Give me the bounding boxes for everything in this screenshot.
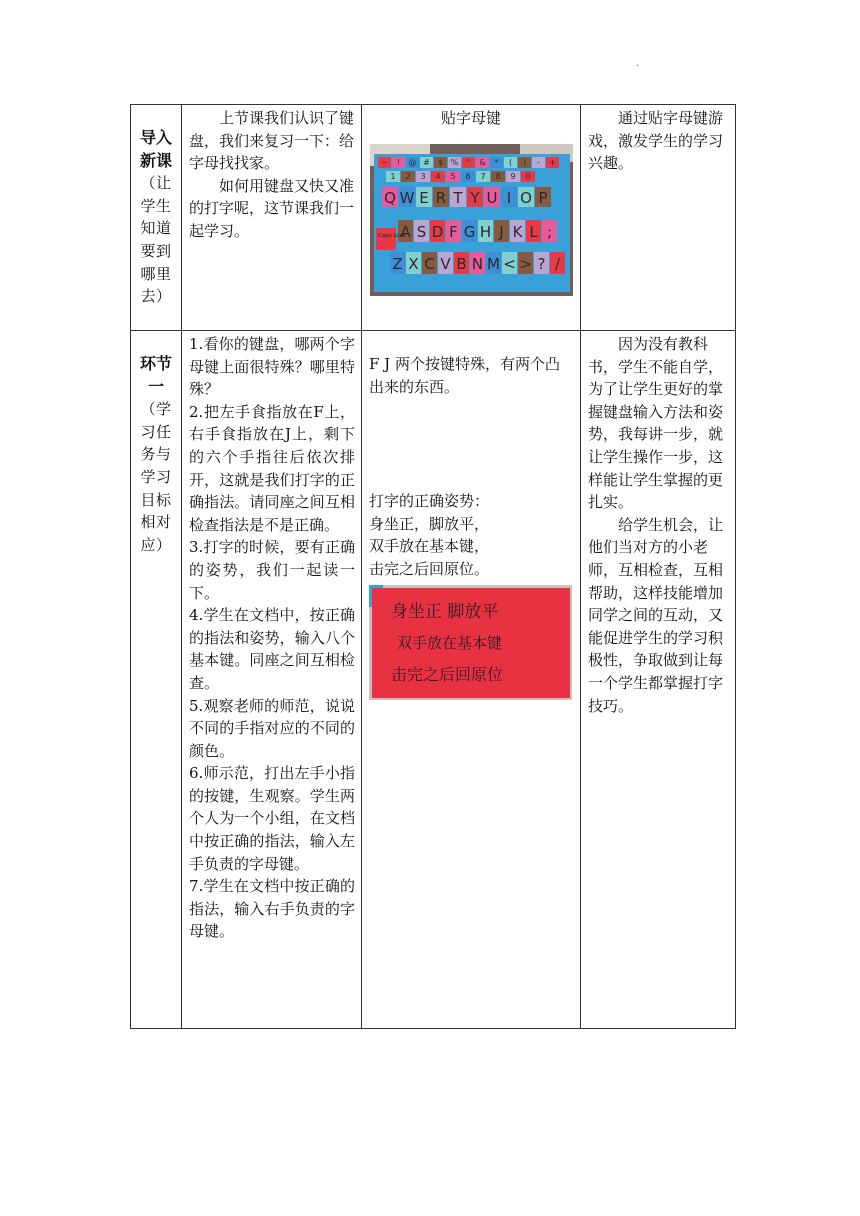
poster-line: 身坐正 脚放平 bbox=[391, 601, 499, 622]
key-label: ! bbox=[396, 157, 401, 167]
key-label: A bbox=[400, 222, 411, 241]
posture-poster-photo bbox=[369, 585, 572, 700]
intent-paragraph: 给学生机会，让他们当对方的小老师，互相检查，互相帮助，这样技能增加同学之间的互动，又能促进学生的学习积极性，争取做到让每一个学生都掌握打字技巧。 bbox=[588, 515, 724, 715]
key-label: & bbox=[479, 157, 486, 167]
key-label: G bbox=[463, 222, 476, 241]
activity-title: 贴字母键 bbox=[440, 109, 501, 127]
key-label: < bbox=[503, 254, 516, 273]
key-label: * bbox=[494, 157, 499, 167]
stage-note: （学习任务与学习目标相对应） bbox=[140, 400, 172, 554]
stage-title: 导入新课 bbox=[139, 128, 172, 170]
key-label: / bbox=[554, 254, 561, 273]
key-label: ) bbox=[522, 157, 527, 167]
intent-paragraph: 因为没有教科书，学生不能自学，为了让学生更好的掌握键盘输入方法和姿势，我每讲一步，就让学生操作一步，这样能让学生掌握的更扎实。 bbox=[588, 335, 724, 512]
steps-cell bbox=[182, 331, 362, 1029]
content-paragraph: 如何用键盘又快又准的打字呢，这节课我们一起学习。 bbox=[189, 176, 355, 240]
activity-cell bbox=[362, 105, 581, 331]
key-label: R bbox=[435, 188, 447, 207]
step-item: 3.打字的时候，要有正确的姿势，我们一起读一下。 bbox=[189, 538, 355, 602]
stage-title: 环节一 bbox=[139, 354, 172, 396]
key-label: F bbox=[449, 222, 458, 241]
step-item: 5.观察老师的师范，说说不同的手指对应的不同的颜色。 bbox=[189, 696, 355, 760]
key-label: 3 bbox=[420, 171, 426, 181]
key-label: 9 bbox=[510, 171, 516, 181]
key-label: V bbox=[440, 254, 451, 273]
keyboard-row-zxcv bbox=[390, 252, 565, 274]
intent-cell bbox=[581, 105, 736, 331]
key-label: + bbox=[549, 157, 556, 167]
key-label: E bbox=[419, 188, 429, 207]
key-label: C bbox=[424, 254, 435, 273]
key-label: % bbox=[450, 157, 459, 167]
key-label: S bbox=[416, 222, 427, 241]
key-label: 8 bbox=[495, 171, 501, 181]
posture-line: 击完之后回原位。 bbox=[369, 559, 490, 578]
key-label: K bbox=[512, 222, 523, 241]
lesson-plan-table bbox=[130, 104, 736, 1029]
posture-line: 双手放在基本键， bbox=[369, 537, 490, 556]
fj-keys-note: F J 两个按键特殊，有两个凸出来的东西。 bbox=[369, 355, 560, 396]
key-label: J bbox=[499, 222, 504, 241]
key-label: @ bbox=[408, 157, 417, 167]
key-label: ^ bbox=[465, 157, 472, 167]
key-label: H bbox=[479, 222, 492, 241]
step-item: 7.学生在文档中按正确的指法，输入右手负责的字母键。 bbox=[189, 877, 355, 941]
key-label: ~ bbox=[381, 157, 388, 167]
activity-cell bbox=[362, 331, 581, 1029]
key-label: ; bbox=[546, 222, 553, 241]
key-label: U bbox=[486, 188, 498, 207]
key-label: X bbox=[408, 254, 419, 273]
key-label: - bbox=[537, 157, 540, 167]
header-dot: . bbox=[636, 58, 640, 69]
key-label: 0 bbox=[525, 171, 531, 181]
key-label: 6 bbox=[465, 171, 471, 181]
caps-key bbox=[376, 228, 396, 250]
caps-key-label: Caps Lock bbox=[378, 232, 406, 239]
key-label: 5 bbox=[450, 171, 456, 181]
key-label: # bbox=[423, 157, 430, 167]
key-label: Q bbox=[384, 188, 396, 207]
key-label: ( bbox=[508, 157, 513, 167]
key-label: P bbox=[538, 188, 548, 207]
key-label: Y bbox=[470, 188, 480, 207]
intent-paragraph: 通过贴字母键游戏，激发学生的学习兴趣。 bbox=[588, 109, 724, 173]
poster-line: 击完之后回原位 bbox=[391, 664, 504, 684]
content-paragraph: 上节课我们认识了键盘，我们来复习一下：给字母找找家。 bbox=[189, 109, 355, 173]
table-row bbox=[131, 105, 736, 331]
key-label: $ bbox=[437, 157, 444, 167]
step-item: 6.师示范，打出左手小指的按键，生观察。学生两个人为一个小组，在文档中按正确的指法，输入左手负责的字母键。 bbox=[189, 764, 355, 873]
posture-line: 身坐正，脚放平， bbox=[369, 514, 490, 533]
key-label: D bbox=[431, 222, 444, 241]
stage-cell bbox=[131, 105, 182, 331]
key-label: O bbox=[520, 188, 532, 207]
key-label: Z bbox=[392, 254, 403, 273]
key-label: B bbox=[456, 254, 467, 273]
table-row bbox=[131, 331, 736, 1029]
key-label: ? bbox=[537, 254, 546, 273]
key-label: T bbox=[453, 188, 463, 207]
key-label: 4 bbox=[435, 171, 441, 181]
stage-note: （让学生知道要到哪里去） bbox=[140, 174, 172, 306]
key-label: M bbox=[487, 254, 500, 273]
key-label: 2 bbox=[405, 171, 411, 181]
step-item: 1.看你的键盘，哪两个字母键上面很特殊？哪里特殊？ bbox=[189, 335, 355, 399]
key-label: 1 bbox=[390, 171, 396, 181]
key-label: W bbox=[399, 188, 415, 207]
posture-line: 打字的正确姿势： bbox=[369, 492, 490, 511]
keyboard-photo bbox=[370, 144, 573, 296]
key-label: > bbox=[519, 254, 532, 273]
step-item: 4.学生在文档中，按正确的指法和姿势，输入八个基本键。同座之间互相检查。 bbox=[189, 606, 355, 692]
poster-line: 双手放在基本键 bbox=[397, 633, 503, 652]
intent-cell bbox=[581, 331, 736, 1029]
step-item: 2.把左手食指放在F上，右手食指放在J上，剩下的六个手指往后依次排开，这就是我们打字的正确指法。请同座之间互相检查指法是不是正确。 bbox=[189, 402, 355, 534]
key-label: L bbox=[529, 222, 538, 241]
stage-cell bbox=[131, 331, 182, 1029]
content-cell bbox=[182, 105, 362, 331]
key-label: N bbox=[471, 254, 484, 273]
key-label: 7 bbox=[480, 171, 486, 181]
key-label: I bbox=[506, 188, 512, 207]
